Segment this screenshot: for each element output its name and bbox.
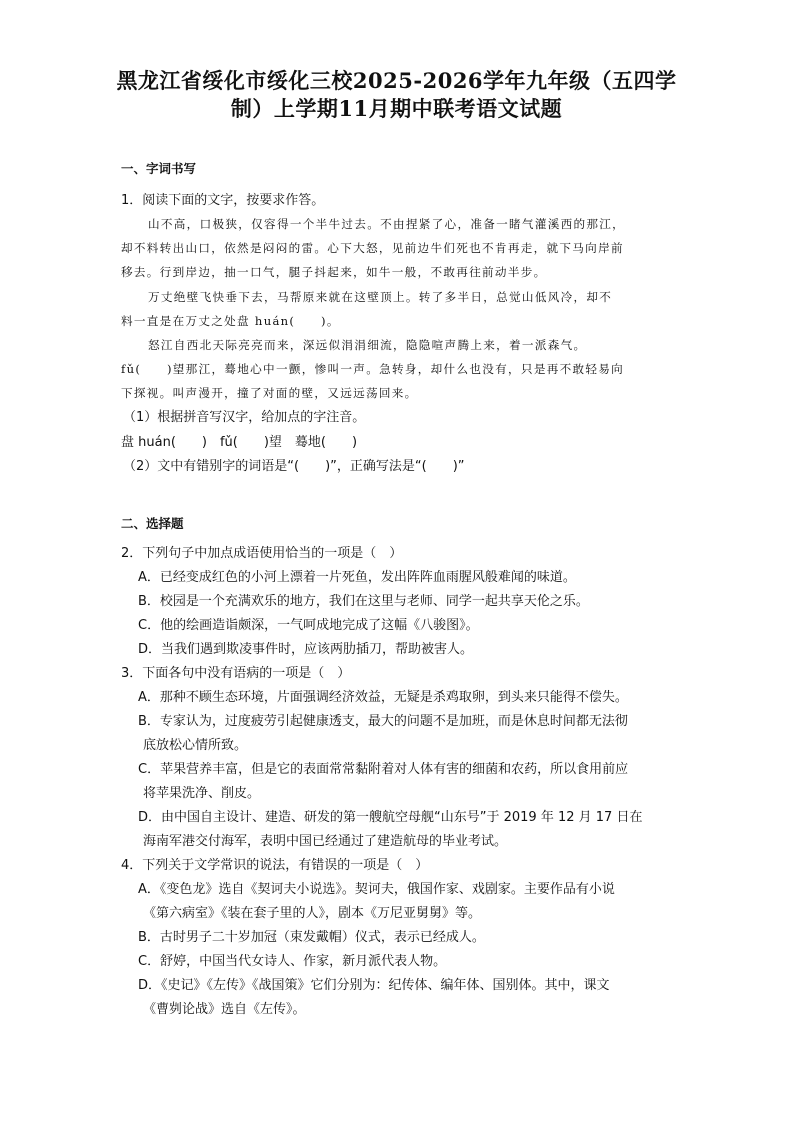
- question-4-option-d-cont: 《曹刿论战》选自《左传》。: [143, 1002, 306, 1017]
- question-2-option-b: B．校园是一个充满欢乐的地方，我们在这里与老师、同学一起共享天伦之乐。: [138, 594, 589, 609]
- passage-line: 料一直是在万丈之处盘 huán( )。: [121, 314, 340, 328]
- question-3-option-d: D．由中国自主设计、建造、研发的第一艘航空母舰“山东号”于 2019 年 12 月 17 日在: [138, 810, 643, 825]
- question-4-option-a: A．《变色龙》选自《契诃夫小说选》。契诃夫，俄国作家、戏剧家。主要作品有小说: [138, 882, 615, 897]
- question-1-blanks: 盘 huán( ) fǔ( )望 蓦地( ): [121, 435, 358, 450]
- question-2-option-c: C．他的绘画造诣颇深，一气呵成地完成了这幅《八骏图》。: [138, 618, 479, 633]
- question-3-option-c: C．苹果营养丰富，但是它的表面常常黏附着对人体有害的细菌和农药，所以食用前应: [138, 762, 629, 777]
- section-heading-multiple-choice: 二、选择题: [121, 516, 184, 531]
- question-1-stem: 1．阅读下面的文字，按要求作答。: [121, 193, 325, 208]
- passage-line: 却不料转出山口，依然是闷闷的雷。心下大怒，见前边牛们死也不肯再走，就下马向岸前: [121, 241, 624, 255]
- passage-line: 怒江自西北天际亮亮而来，深远似涓涓细流，隐隐喧声腾上来，着一派森气。: [148, 338, 587, 352]
- question-2-option-a: A．已经变成红色的小河上漂着一片死鱼，发出阵阵血雨腥风般难闻的味道。: [138, 570, 576, 585]
- question-2-option-d: D．当我们遇到欺凌事件时，应该两肋插刀，帮助被害人。: [138, 642, 474, 657]
- question-4-option-d: D．《史记》《左传》《战国策》它们分别为：纪传体、编年体、国别体。其中，课文: [138, 978, 610, 993]
- question-4-stem: 4．下列关于文学常识的说法，有错误的一项是（ ）: [121, 858, 429, 873]
- passage-line: 移去。行到岸边，抽一口气，腿子抖起来，如牛一般，不敢再往前动半步。: [121, 265, 547, 279]
- passage-line: 山不高，口极狭，仅容得一个半牛过去。不由捏紧了心，准备一睹气灌溪西的那江，: [148, 217, 626, 231]
- question-2-stem: 2．下列句子中加点成语使用恰当的一项是（ ）: [121, 546, 403, 561]
- passage-line: 下探视。叫声漫开，撞了对面的壁，又远远荡回来。: [121, 386, 418, 400]
- question-1-sub-1: （1）根据拼音写汉字，给加点的字注音。: [123, 410, 366, 425]
- question-3-option-a: A．那种不顾生态环境，片面强调经济效益，无疑是杀鸡取卵，到头来只能得不偿失。: [138, 690, 628, 705]
- question-3-option-b-cont: 底放松心情所致。: [143, 738, 248, 753]
- exam-title-line-1: 黑龙江省绥化市绥化三校2025-2026学年九年级（五四学: [116, 68, 677, 93]
- question-3-option-d-cont: 海南军港交付海军，表明中国已经通过了建造航母的毕业考试。: [143, 834, 508, 849]
- question-4-option-c: C．舒婷，中国当代女诗人、作家，新月派代表人物。: [138, 954, 447, 969]
- question-4-option-b: B．古时男子二十岁加冠（束发戴帽）仪式，表示已经成人。: [138, 930, 485, 945]
- question-3-stem: 3．下面各句中没有语病的一项是（ ）: [121, 666, 351, 681]
- exam-title-line-2: 制）上学期11月期中联考语文试题: [230, 96, 563, 121]
- question-1-sub-2: （2）文中有错别字的词语是“( )”，正确写法是“( )”: [123, 459, 465, 474]
- section-heading-vocabulary: 一、字词书写: [121, 161, 197, 176]
- passage-line: fǔ( )望那江，蓦地心中一颤，惨叫一声。急转身，却什么也没有，只是再不敢轻易向: [121, 362, 625, 376]
- question-3-option-c-cont: 将苹果洗净、削皮。: [143, 786, 261, 801]
- passage-line: 万丈绝壁飞快垂下去，马帮原来就在这壁顶上。转了多半日，总觉山低风冷，却不: [148, 290, 613, 304]
- question-3-option-b: B．专家认为，过度疲劳引起健康透支，最大的问题不是加班，而是休息时间都无法彻: [138, 714, 628, 729]
- question-4-option-a-cont: 《第六病室》《装在套子里的人》，剧本《万尼亚舅舅》等。: [143, 906, 482, 921]
